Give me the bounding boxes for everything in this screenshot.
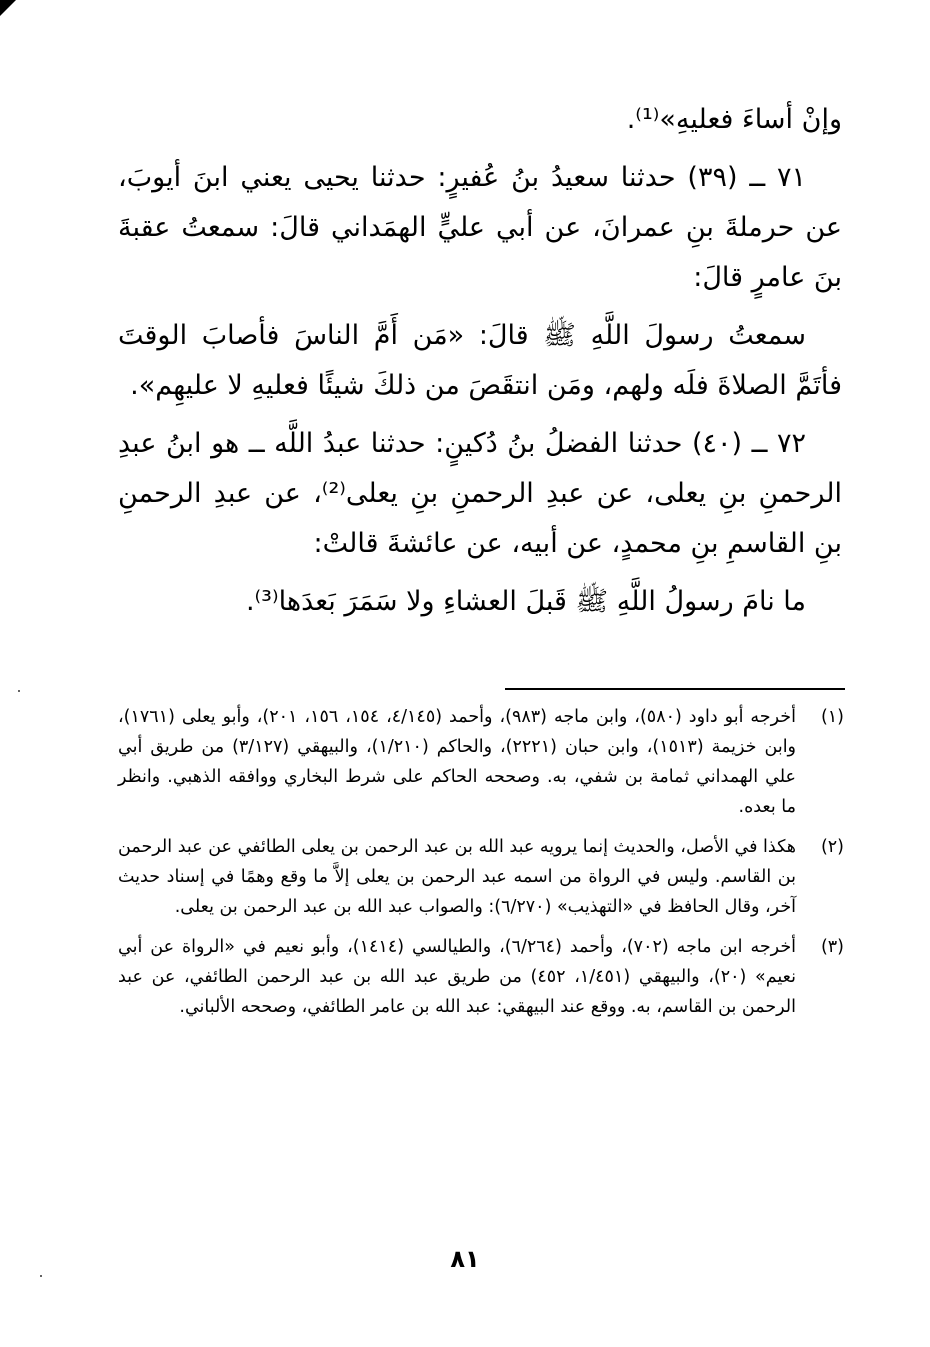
main-text: [118, 95, 842, 635]
hadith-71-chain: ٧١ ــ (٣٩) حدثنا سعيدُ بنُ عُفيرٍ: حدثنا يحيى يعني ابنَ أيوبَ، عن حرملةَ بنِ عمرانَ، عن أبي عليٍّ الهمَداني قالَ: سمعتُ عقبةَ بنَ عامرٍ قالَ:: [118, 162, 842, 293]
footnote-number: (١): [820, 707, 844, 727]
footnotes: [118, 702, 844, 1032]
scan-corner-mark: [0, 0, 16, 16]
footnote-1: [118, 702, 844, 822]
hadith-71-text: سمعتُ رسولَ اللَّهِ ﷺ قالَ: «مَن أَمَّ الناسَ فأصابَ الوقتَ فأتَمَّ الصلاةَ فلَه ولهم، ومَن انتقَصَ من ذلكَ شيئًا فعليهِ لا عليهِم».: [118, 320, 842, 401]
scan-speck: [40, 1275, 42, 1277]
footnote-number: (٣): [820, 937, 844, 957]
footnote-number: (٢): [820, 837, 844, 857]
footnote-text: أخرجه ابن ماجه (٧٠٢)، وأحمد (٦/٢٦٤)، والطيالسي (١٤١٤)، وأبو نعيم في «الرواة عن أبي نعيم» (٢٠)، والبيهقي (١/٤٥١، ٤٥٢) من طريق عبد الله بن عبد الرحمن الطائفي، عن عبد الرحمن بن القاسم، به. ووقع عند البيهقي: عبد الله بن عامر الطائفي، وصححه الألباني.: [118, 937, 797, 1017]
hadith-72-text: ما نامَ رسولُ اللَّهِ ﷺ قَبلَ العشاءِ ولا سَمَرَ بَعدَها⁽³⁾.: [245, 586, 806, 617]
footnote-text: أخرجه أبو داود (٥٨٠)، وابن ماجه (٩٨٣)، وأحمد (٤/١٤٥، ١٥٤، ١٥٦، ٢٠١)، وأبو يعلى (١٧٦١)، وابن خزيمة (١٥١٣)، وابن حبان (٢٢٢١)، والحاكم (١/٢١٠)، والبيهقي (٣/١٢٧) من طريق أبي علي الهمداني ثمامة بن شفي، به. وصححه الحاكم على شرط البخاري ووافقه الذهبي. وانظر ما بعده.: [118, 707, 797, 817]
footnote-text: هكذا في الأصل، والحديث إنما يرويه عبد الله بن عبد الرحمن بن يعلى الطائفي عن عبد الرحمن بن القاسم. وليس في الرواة من اسمه عبد الرحمن بن يعلى إلاَّ ما وقع وهمًا في إسناد حديث آخر، وقال الحافظ في «التهذيب» (٦/٢٧٠): والصواب عبد الله بن عبد الرحمن بن يعلى.: [118, 837, 796, 917]
page-number: ٨١: [450, 1245, 480, 1273]
footnote-2: [118, 832, 844, 922]
scan-speck: [18, 690, 20, 692]
footnote-3: [118, 932, 844, 1022]
paragraph-1: وإنْ أساءَ فعليهِ»⁽¹⁾.: [626, 104, 842, 135]
footnote-separator: [505, 688, 845, 690]
hadith-72-chain: ٧٢ ــ (٤٠) حدثنا الفضلُ بنُ دُكينٍ: حدثنا عبدُ اللَّه ــ هو ابنُ عبدِ الرحمنِ بنِ يعلى، عن عبدِ الرحمنِ بنِ يعلى⁽²⁾، عن عبدِ الرحمنِ بنِ القاسمِ بنِ محمدٍ، عن أبيه، عن عائشةَ قالتْ:: [118, 428, 843, 559]
